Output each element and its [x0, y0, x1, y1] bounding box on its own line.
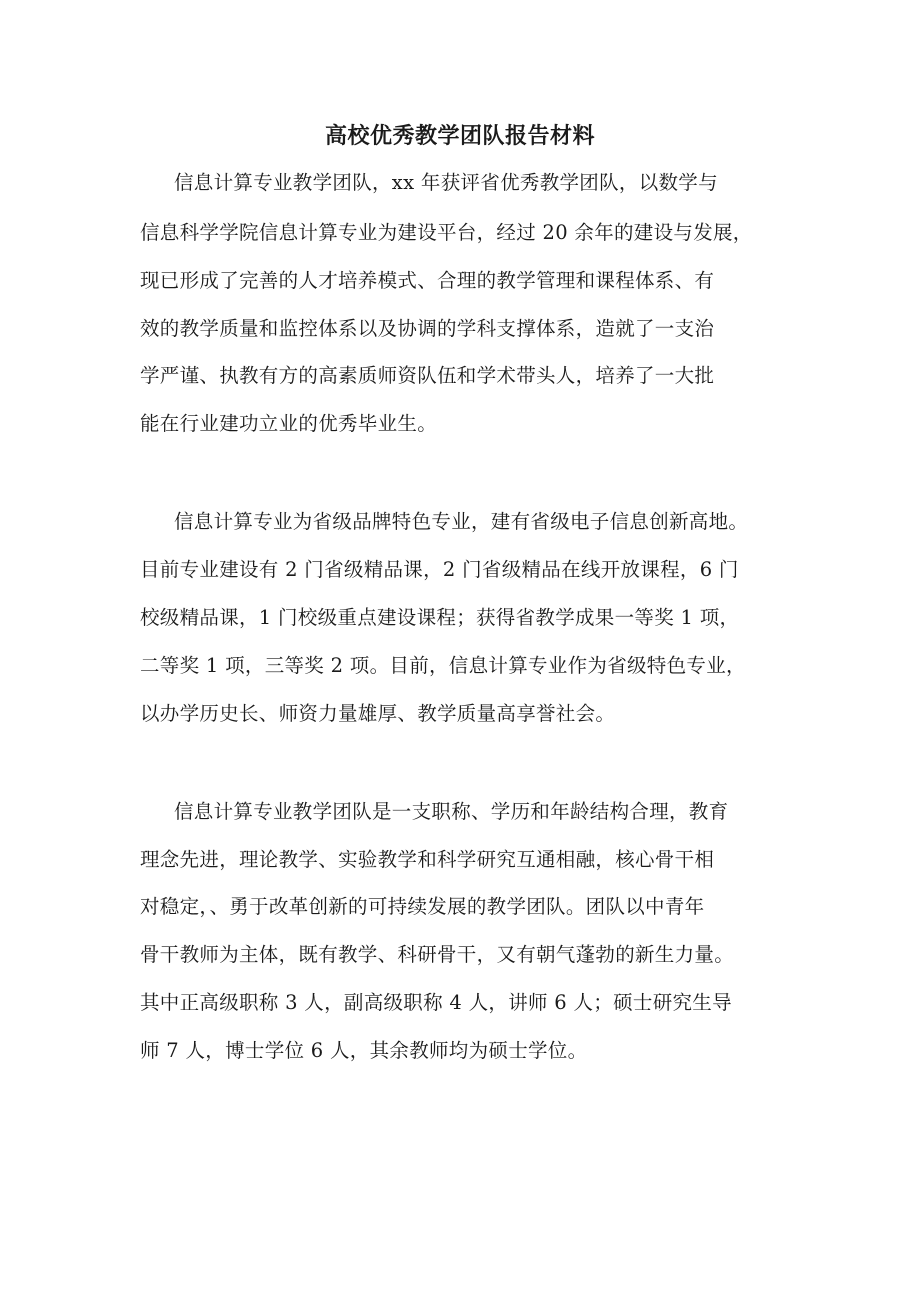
paragraph-1-line-5: 学严谨、执教有方的高素质师资队伍和学术带头人，培养了一大批 [140, 364, 715, 387]
paragraph-2-line-3: 校级精品课，1 门校级重点建设课程；获得省教学成果一等奖 1 项， [140, 606, 740, 629]
paragraph-3-line-2: 理念先进，理论教学、实验教学和科学研究互通相融，核心骨干相 [140, 848, 715, 871]
paragraph-3-line-3: 对稳定，、勇于改革创新的可持续发展的教学团队。团队以中青年 [140, 895, 705, 918]
paragraph-3-line-1: 信息计算专业教学团队是一支职称、学历和年龄结构合理，教育 [174, 800, 729, 823]
paragraph-2-line-5: 以办学历史长、师资力量雄厚、教学质量高享誉社会。 [140, 702, 616, 725]
paragraph-2-line-1: 信息计算专业为省级品牌特色专业，建有省级电子信息创新高地。 [174, 510, 749, 533]
paragraph-1-line-1: 信息计算专业教学团队，xx 年获评省优秀教学团队，以数学与 [174, 171, 718, 194]
paragraph-1-line-3: 现已形成了完善的人才培养模式、合理的教学管理和课程体系、有 [140, 269, 715, 292]
paragraph-1-line-6: 能在行业建功立业的优秀毕业生。 [140, 412, 438, 435]
paragraph-3-line-4: 骨干教师为主体，既有教学、科研骨干，又有朝气蓬勃的新生力量。 [140, 943, 735, 966]
paragraph-2-line-4: 二等奖 1 项，三等奖 2 项。目前，信息计算专业作为省级特色专业， [140, 654, 746, 677]
paragraph-3-line-6: 师 7 人，博士学位 6 人，其余教师均为硕士学位。 [140, 1039, 588, 1062]
paragraph-1-line-2: 信息科学学院信息计算专业为建设平台，经过 20 余年的建设与发展， [140, 221, 753, 244]
paragraph-3-line-5: 其中正高级职称 3 人，副高级职称 4 人，讲师 6 人；硕士研究生导 [140, 991, 732, 1014]
paragraph-2-line-2: 目前专业建设有 2 门省级精品课，2 门省级精品在线开放课程，6 门 [140, 558, 739, 581]
document-title: 高校优秀教学团队报告材料 [324, 123, 595, 149]
paragraph-1-line-4: 效的教学质量和监控体系以及协调的学科支撑体系，造就了一支治 [140, 317, 715, 340]
